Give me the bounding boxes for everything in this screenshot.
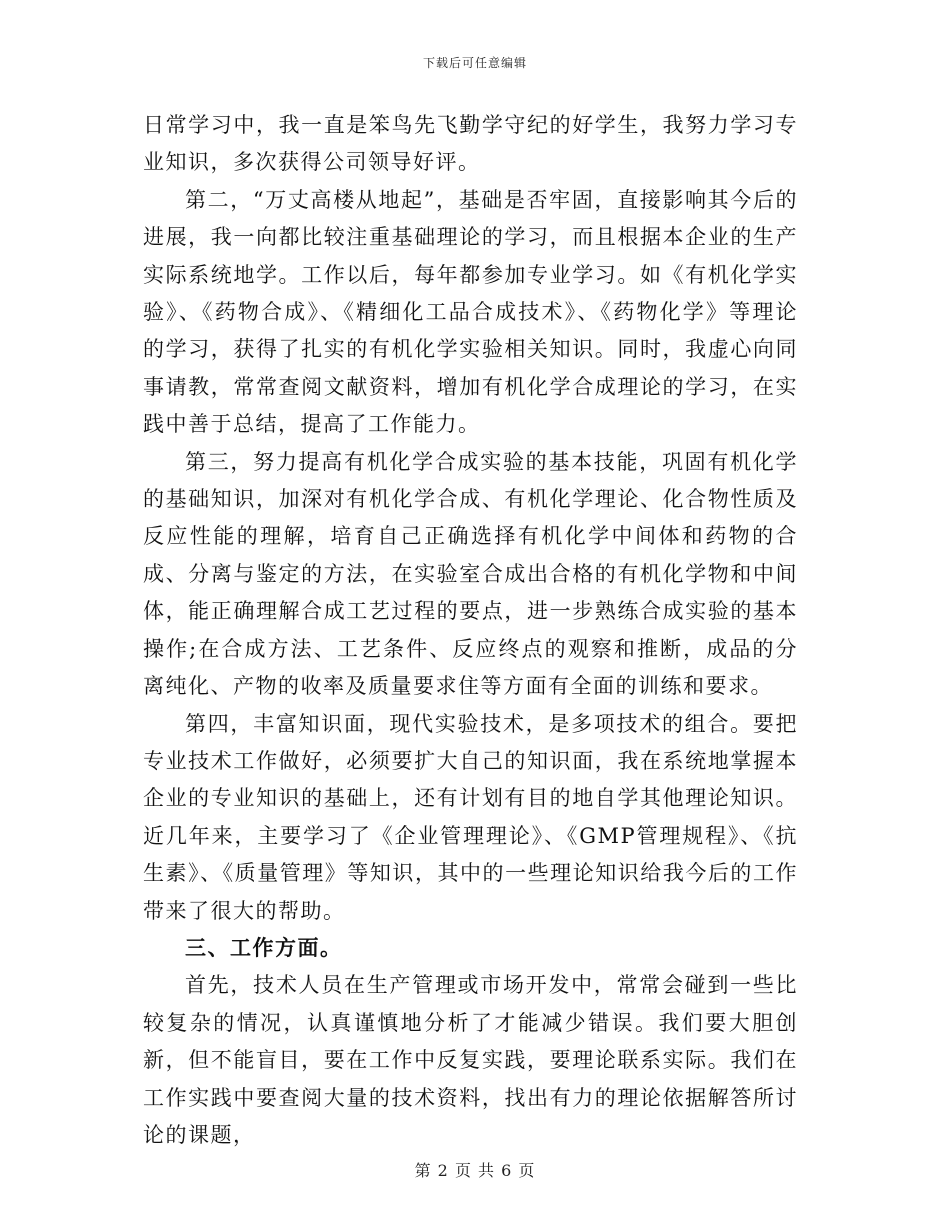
section-heading-work: 三、工作方面。 (185, 935, 343, 960)
paragraph-continuation: 日常学习中，我一直是笨鸟先飞勤学守纪的好学生，我努力学习专业知识，多次获得公司领导好评。 (143, 113, 798, 175)
page-header: 下载后可任意编辑 (422, 56, 527, 70)
paragraph-second: 第二，“万丈高楼从地起”，基础是否牢固，直接影响其今后的进展，我一向都比较注重基础理论的学习，而且根据本企业的生产实际系统地学。工作以后，每年都参加专业学习。如《有机化学实验》、《药物合成》、《精细化工品合成技术》、《药物化学》等理论的学习，获得了扎实的有机化学实验相关知识。同时，我虚心向同事请教，常常查阅文献资料，增加有机化学合成理论的学习，在实践中善于总结，提高了工作能力。 (143, 187, 798, 437)
page-footer: 第 2 页 共 6 页 (414, 1161, 536, 1180)
document-body (143, 107, 798, 1154)
paragraph-fourth: 第四，丰富知识面，现代实验技术，是多项技术的组合。要把专业技术工作做好，必须要扩大自己的知识面，我在系统地掌握本企业的专业知识的基础上，还有计划有目的地自学其他理论知识。近几年来，主要学习了《企业管理理论》、《GMP管理规程》、《抗生素》、《质量管理》等知识，其中的一些理论知识给我今后的工作带来了很大的帮助。 (143, 711, 798, 923)
paragraph-third: 第三，努力提高有机化学合成实验的基本技能，巩固有机化学的基础知识，加深对有机化学合成、有机化学理论、化合物性质及反应性能的理解，培育自己正确选择有机化学中间体和药物的合成、分离与鉴定的方法，在实验室合成出合格的有机化学物和中间体，能正确理解合成工艺过程的要点，进一步熟练合成实验的基本操作;在合成方法、工艺条件、反应终点的观察和推断，成品的分离纯化、产物的收率及质量要求住等方面有全面的训练和要求。 (143, 449, 798, 699)
paragraph-work-first: 首先，技术人员在生产管理或市场开发中，常常会碰到一些比较复杂的情况，认真谨慎地分析了才能减少错误。我们要大胆创新，但不能盲目，要在工作中反复实践，要理论联系实际。我们在工作实践中要查阅大量的技术资料，找出有力的理论依据解答所讨论的课题， (143, 973, 798, 1147)
